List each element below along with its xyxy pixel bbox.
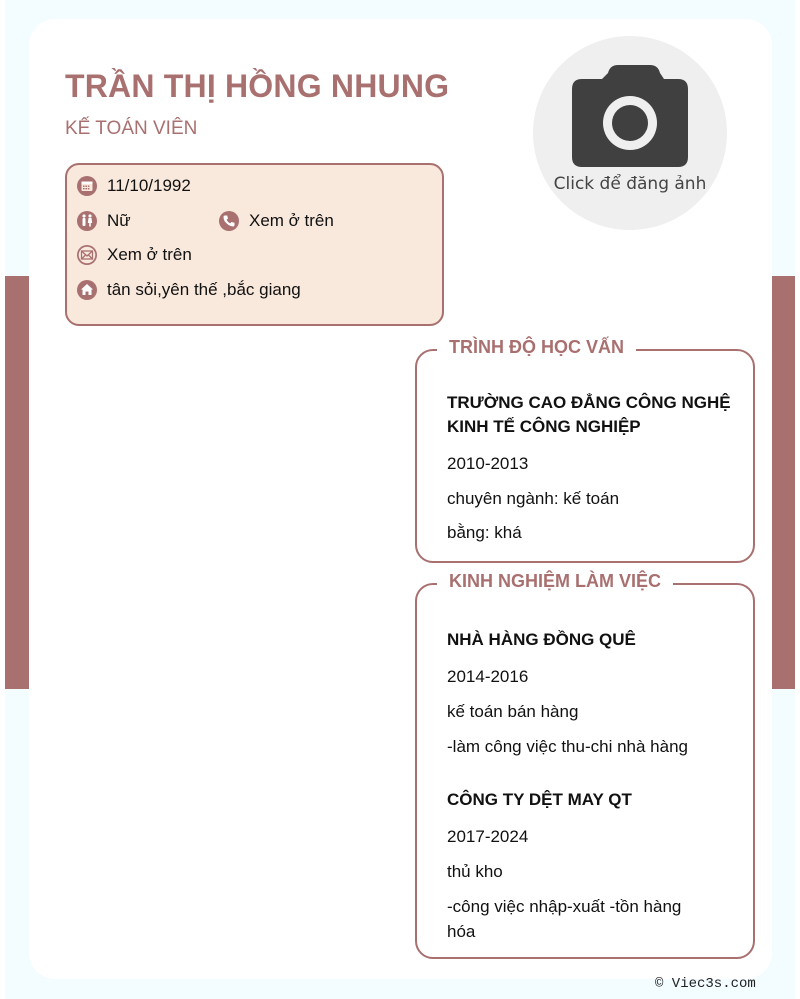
email-row: [77, 245, 192, 265]
education-major: chuyên ngành: kế toán: [447, 489, 620, 508]
phone-row: [219, 211, 334, 231]
address-row: [77, 280, 301, 300]
gender-icon: [77, 211, 97, 231]
education-degree: bằng: khá: [447, 523, 522, 542]
address-value: tân sỏi,yên thế ,bắc giang: [107, 280, 301, 299]
education-section: [415, 337, 755, 563]
calendar-icon: [77, 176, 97, 196]
gender-value: Nữ: [107, 211, 131, 230]
left-accent-bar: [5, 276, 29, 689]
experience-entry-1: [447, 628, 733, 759]
education-entry: [447, 391, 733, 545]
candidate-name: TRẦN THỊ HỒNG NHUNG: [65, 68, 450, 104]
avatar-upload[interactable]: [533, 36, 727, 230]
envelope-icon: [77, 245, 97, 265]
education-period: 2010-2013: [447, 454, 529, 473]
education-title: TRÌNH ĐỘ HỌC VẤN: [437, 337, 636, 358]
birthdate-value: 11/10/1992: [107, 176, 191, 195]
phone-icon: [219, 211, 239, 231]
experience-title: KINH NGHIỆM LÀM VIỆC: [437, 571, 673, 592]
gender-row: [77, 211, 131, 231]
experience-description-line2: hóa: [447, 922, 476, 941]
experience-section: [415, 571, 755, 959]
experience-description: -làm công việc thu-chi nhà hàng: [447, 737, 688, 756]
company-name: CÔNG TY DỆT MAY QT: [447, 790, 632, 809]
home-icon: [77, 280, 97, 300]
experience-position: kế toán bán hàng: [447, 702, 579, 721]
right-accent-bar: [772, 276, 795, 689]
company-name: NHÀ HÀNG ĐỒNG QUÊ: [447, 630, 636, 649]
birthdate-row: [77, 176, 191, 196]
experience-position: thủ kho: [447, 862, 503, 881]
experience-period: 2014-2016: [447, 667, 529, 686]
experience-period: 2017-2024: [447, 827, 529, 846]
school-name-line2: KINH TẾ CÔNG NGHIỆP: [447, 417, 641, 436]
job-title: KẾ TOÁN VIÊN: [65, 118, 198, 139]
experience-entry-2: [447, 788, 733, 944]
email-value: Xem ở trên: [107, 245, 192, 264]
copyright-footer: © Viec3s.com: [655, 976, 756, 992]
school-name-line1: TRƯỜNG CAO ĐẲNG CÔNG NGHỆ: [447, 393, 731, 412]
experience-description-line1: -công việc nhập-xuất -tồn hàng: [447, 897, 682, 916]
camera-icon: [572, 65, 688, 167]
phone-value: Xem ở trên: [249, 211, 334, 230]
avatar-caption: Click để đăng ảnh: [553, 174, 707, 194]
